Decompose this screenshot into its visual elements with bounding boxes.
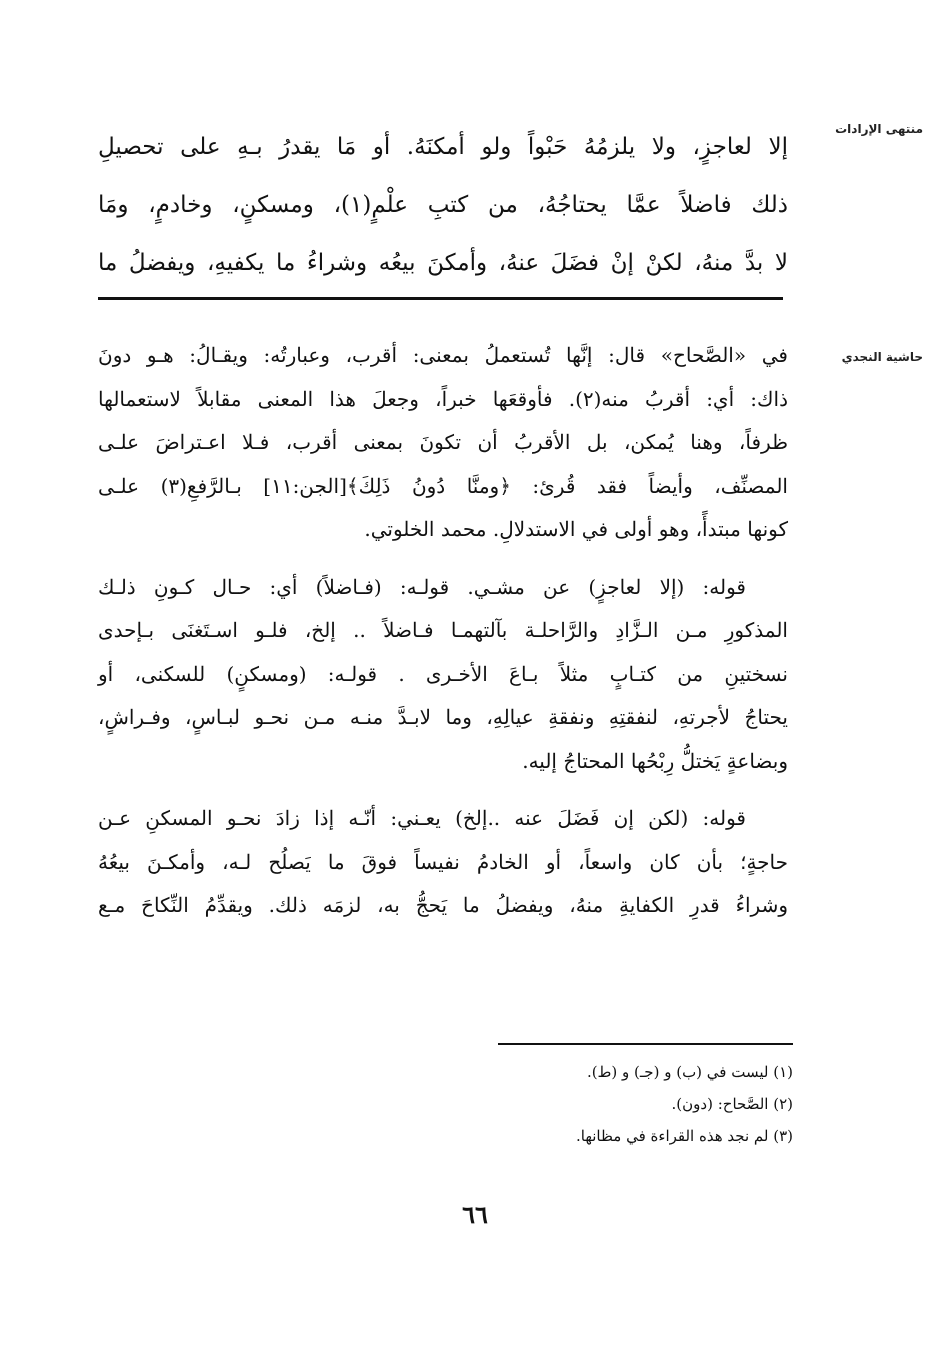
text-line: وشراءُ قدرِ الكفايةِ منهُ، ويفضلُ ما يَحجُّ به، لزمَه ذلك. ويقدِّمُ النِّكاحَ مـع (98, 893, 788, 917)
hashiya-paragraph-illa-liajiz (98, 566, 788, 784)
matn-line: لا بدَّ منهُ، لكنْ إنْ فضَلَ عنهُ، وأمكنَ بيعُه وشراءُ ما يكفيهِ، ويفضلُ ما (98, 250, 788, 276)
text-line: حاجةٍ؛ بأن كان واسعاً، أو الخادمُ نفيساً فوقَ ما يَصلُح لـه، وأمكـنَ بيعُهُ (98, 849, 788, 874)
text-line: وبضاعةٍ يَختلُّ رِبْحُها المحتاجُ إليه. (522, 748, 788, 773)
footnote-3: (٣) لم نجد هذه القراءة في مظانها. (575, 1127, 793, 1145)
text-line: المصنِّف، وأيضاً فقد قُرئ: ﴿ومنَّا دُونُ ذَلِكَ﴾[الجن:١١] بـالرَّفعِ(٣) علـى (98, 473, 788, 498)
text-line: نسختينِ من كتـابٍ مثلاً بـاعَ الأخـرى . قولـه: (ومسكنٍ) للسكنى، أو (98, 661, 788, 686)
text-line: المذكورِ مـن الـزَّادِ والرَّاحلـة بآلتهمـا فـاضلاً .. إلخ، فلـو اسـتَغنَى بـإحدى (98, 618, 788, 642)
matn-line: إلا لعاجزٍ، ولا يلزمُهُ حَبْواً ولو أمكنَهُ. أو مَا يقدرُ بـهِ على تحصيلِ (98, 134, 788, 160)
text-line: ظرفاً، وهنا يُمكن، بل الأقربُ أن تكونَ بمعنى أقرب، فـلا اعـتراضَ علـى (98, 430, 788, 454)
hashiya-paragraph-sahah (98, 334, 788, 552)
text-line: كونها مبتدأً، وهو أولى في الاستدلالِ. محمد الخلوتي. (364, 517, 788, 541)
text-line: قوله: (لكن إن فَضَلَ عنه ..إلخ) يعـني: أنّـه إذا زادَ نحـو المسكنِ عـن (98, 806, 746, 830)
text-line: في «الصَّحاح» قال: إنَّها تُستعملُ بمعنى: أقرب، وعبارتُه: ويقـالُ: هـو دونَ (98, 343, 788, 367)
footnote-2: (٢) الصَّحاح: (دون). (671, 1095, 793, 1113)
hashiya-text (98, 334, 788, 942)
margin-label-matn: منتهى الإرادات (835, 122, 923, 136)
matn-line: ذلك فاضلاً عمَّا يحتاجُهُ، من كتبِ علْمٍ(١)، ومسكنٍ، وخادمٍ، ومَا (98, 192, 788, 218)
footnotes (393, 1056, 793, 1152)
hashiya-paragraph-lakin (98, 797, 788, 928)
margin-label-hashiya: حاشية النجدي (841, 350, 923, 364)
footnote-separator (498, 1043, 793, 1045)
text-line: يحتاجُ لأجرتهِ، لنفقتِهِ ونفقةِ عيالِهِ، وما لابـدَّ منـه مـن نحـو لبـاسٍ، وفـراشٍ، (98, 705, 788, 729)
matn-separator (98, 297, 783, 300)
matn-text (98, 118, 788, 292)
text-line: ذاك: أي: أقربُ منه(٢). فأوقعَها خبراً، وجعلَ هذا المعنى مقابلاً لاستعمالها (98, 386, 788, 411)
text-line: قوله: (إلا لعاجزٍ) عن مشـي. قولـه: (فـاضلاً) أي: حـال كـونِ ذلـك (98, 574, 746, 599)
page-number: ٦٦ (462, 1200, 488, 1229)
footnote-1: (١) ليست في (ب) و (جـ) و (ط). (586, 1063, 793, 1081)
